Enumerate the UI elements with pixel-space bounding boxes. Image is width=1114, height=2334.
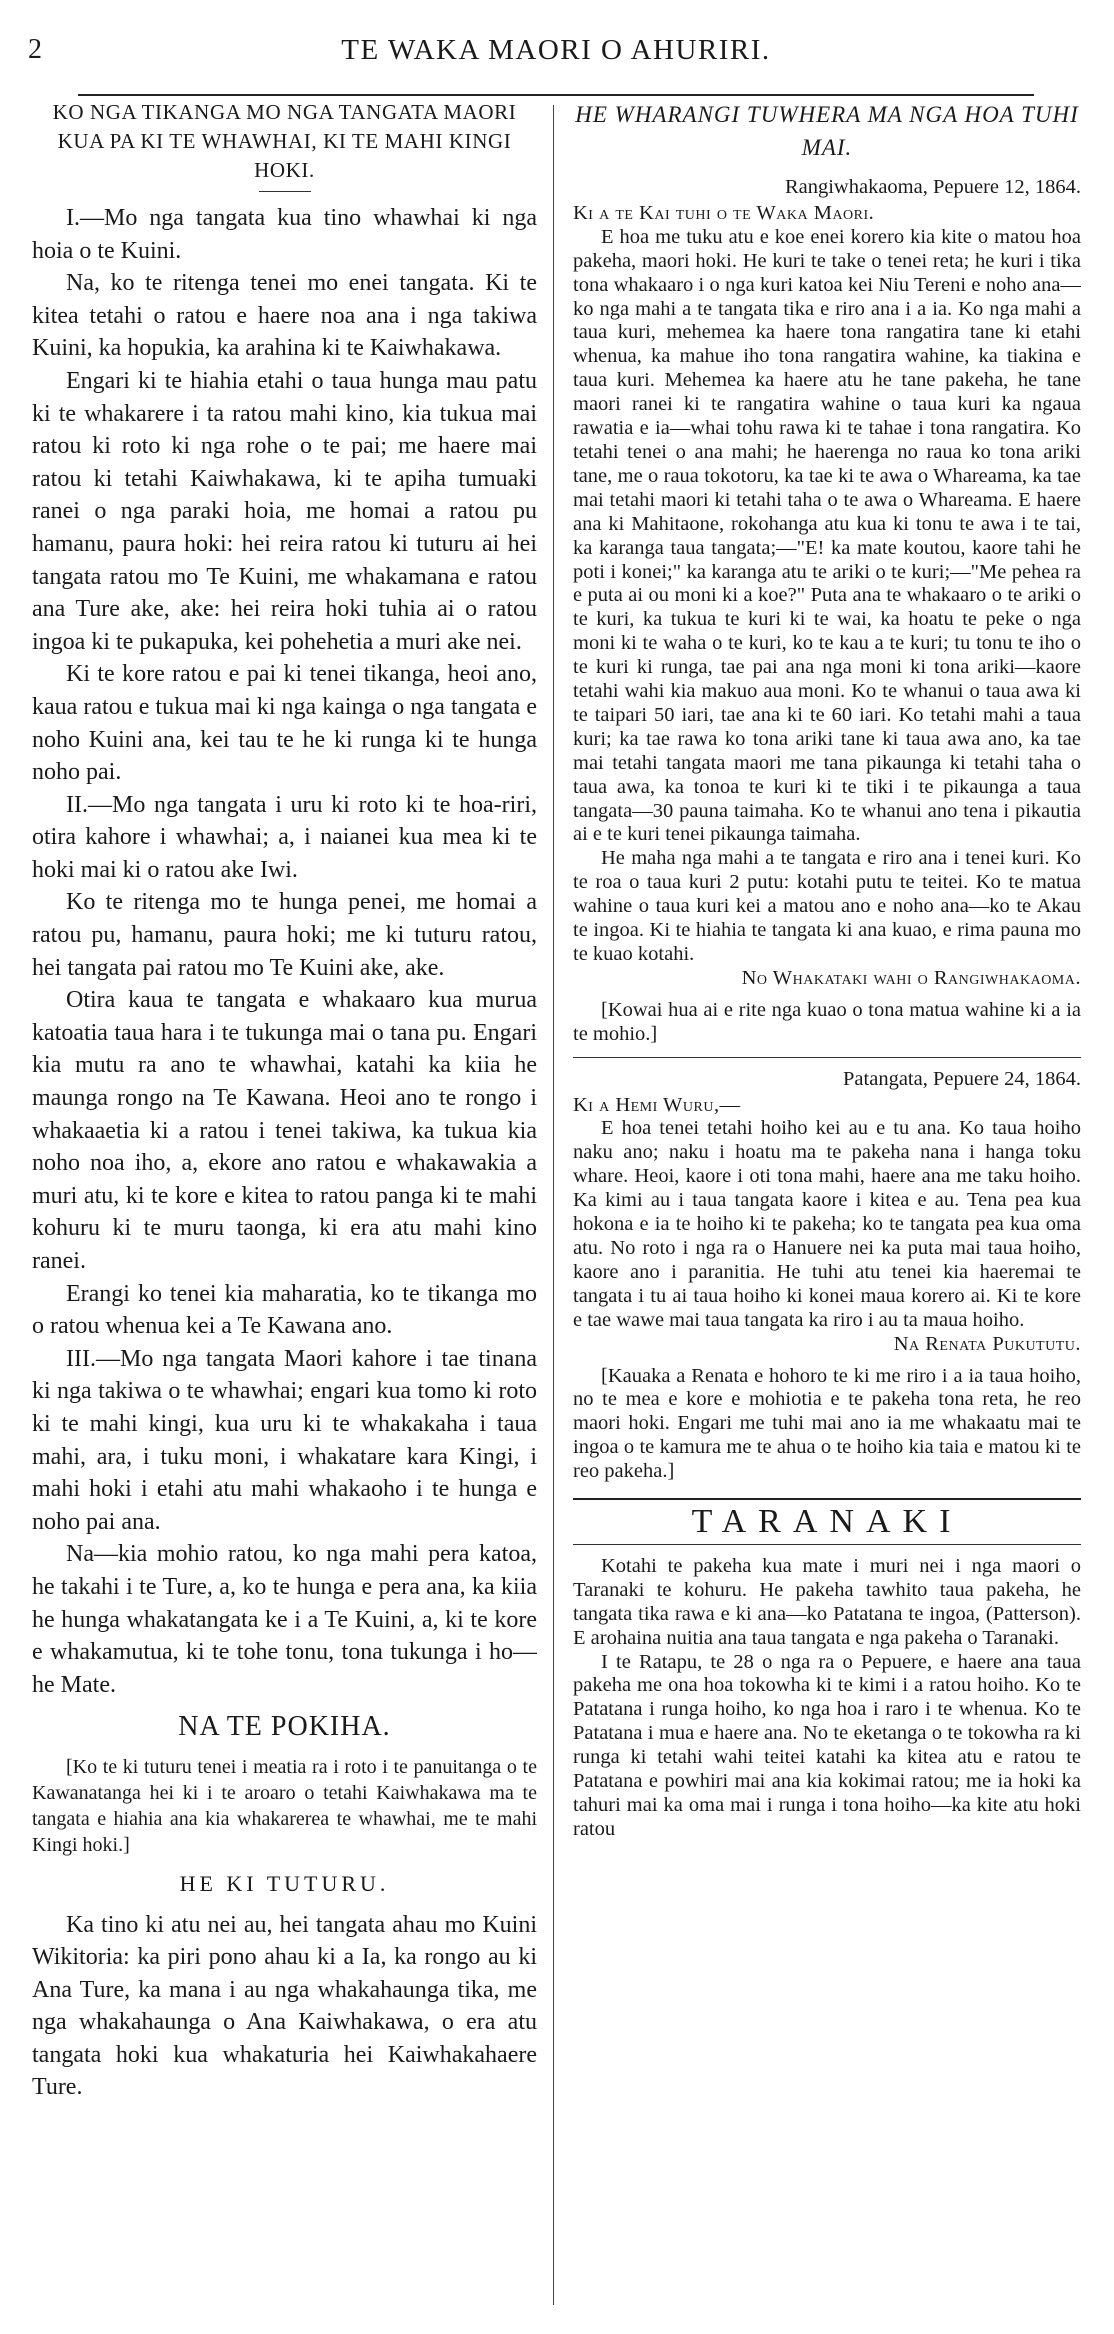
article-paragraph: Erangi ko tenei kia maharatia, ko te tikanga mo o ratou whenua kei a Te Kawana ano. [32, 1280, 537, 1340]
article-paragraph: Otira kaua te tangata e whakaaro kua murua katoatia taua hara i te tukunga mai o tana pu. Engari kia mutu ra ano te whawhai, katahi ka kiia he maunga rongo na Te Kawana. Heoi ano te rongo i whakaaetia ki a ratou i tenei takiwa, ka tukua kia noho noa iho, a, ekore ano ratou e whakawakia a muri atu, ki te kore e kitea to ratou panga ki te mahi kohuru ki te muru taonga, ki era atu mahi kino ranei. [32, 987, 537, 1274]
letter-signature: Na Renata Pukututu. [893, 1332, 1081, 1355]
newspaper-title: TE WAKA MAORI O AHURIRI. [341, 34, 771, 66]
letter-divider [573, 1057, 1081, 1058]
right-column [573, 98, 1081, 2308]
editor-note: [Kowai hua ai e rite nga kuao o tona matua wahine ki a ia te mohio.] [573, 998, 1081, 1045]
section-rule [573, 1498, 1081, 1500]
article-paragraph: Engari ki te hiahia etahi o taua hunga mau patu ki te whakarere i ta ratou mahi kino, kia tukua mai ratou ki roto ki nga rohe o te pai; me haere mai ratou ki tetahi Kaiwhakawa, ki te apiha tumuaki ranei o nga paraki hoia, me homai a ratou pu hamanu, paura hoki: hei reira ratou ki tuturu ai hei tangata ratou mo Te Kuini, me whakamana e ratou ana Ture ake, ake: hei reira hoki tuhia ai o ratou ingoa ki te pukapuka, kei pohehetia a muri ake nei. [32, 367, 537, 655]
article-paragraph: Na—kia mohio ratou, ko nga mahi pera katoa, he takahi i te Ture, a, ko te hunga e pera ana, ka kiia he hunga whakatangata ke i a Te Kuini, a, ki te kore e whakamutua, ki te tohe tonu, tona tukunga i ho—he Mate. [32, 1541, 537, 1698]
letter-dateline: Rangiwhakaoma, Pepuere 12, 1864. [784, 176, 1081, 198]
article-paragraph: Na, ko te ritenga tenei mo enei tangata. Ki te kitea tetahi o ratou e haere noa ana i nga takiwa Kuini, ka hopukia, ka arahina ki te Kaiwhakawa. [32, 270, 537, 362]
page-number: 2 [28, 34, 42, 65]
left-column [32, 98, 537, 2308]
oath-heading: HE KI TUTURU. [179, 1870, 390, 1896]
letter-salutation: Ki a te Kai tuhi o te Waka Maori. [573, 201, 875, 224]
article-headline: KO NGA TIKANGA MO NGA TANGATA MAORI KUA PA KI TE WHAWHAI, KI TE MAHI KINGI HOKI. [52, 100, 517, 182]
section-title: NA TE POKIHA. [178, 1711, 391, 1743]
letter-signature: No Whakataki wahi o Rangiwhakaoma. [741, 966, 1081, 989]
letter-dateline: Patangata, Pepuere 24, 1864. [843, 1067, 1081, 1090]
masthead [28, 30, 1084, 80]
taranaki-heading: TARANAKI [691, 1503, 963, 1541]
headline-rule [259, 191, 311, 192]
article-paragraph: Ko te ritenga mo te hunga penei, me homai a ratou pu, hamanu, paura hoki; me ki tuturu ratou, hei tangata pai ratou mo Te Kuini ake, ake. [32, 889, 537, 981]
masthead-rule [78, 94, 1034, 96]
article-paragraph: III.—Mo nga tangata Maori kahore i tae tinana ki nga takiwa o te whawhai; engari kua tomo ki roto ki te mahi kingi, kua uru ki te whakakaha i taua mahi, ara, i tuku moni, i whakatare kara Kingi, i mahi hoki i etahi atu mahi whakaoho i te hunga e noho pai ana. [32, 1345, 537, 1535]
letter-paragraph: E hoa tenei tetahi hoiho kei au e tu ana. Ko taua hoiho naku ano; naku i hoatu ma te pakeha nana i hanga toku whare. Heoi, kaore i oti tona mahi, haere ana me taku hoiho. Ka kimi au i taua tangata kaore i kitea e au. Tena pea kua hokona e ia te hoiho ki te pakeha; ko te tangata pea kua oma atu. No roto i nga ra o Hanuere nei ka puta mai taua hoiho, kaore ano i paranitia. He tuhi atu tenei kia haeremai te tangata i tu ai taua hoiho ki konei maua korero ai. Ki te kore e tae wawe mai taua tangata ka riro i au ta maua hoiho. [573, 1117, 1081, 1331]
article-paragraph: II.—Mo nga tangata i uru ki roto ki te hoa-riri, otira kahore i whawhai; a, i naianei kua mea ki te hoki mai ki o ratou ake Iwi. [32, 791, 537, 883]
letter-paragraph: He maha nga mahi a te tangata e riro ana i tenei kuri. Ko te roa o taua kuri 2 putu: kotahi putu te teitei. Ko te matua wahine o taua kuri kei a matou ano e noho ana—ko te Akau te ingoa. Ki te hiahia te tangata ki ana kuao, e rima pauna mo te kuao kotahi. [573, 847, 1081, 965]
article-paragraph: Ki te kore ratou e pai ki tenei tikanga, heoi ano, kaua ratou e tukua mai ki nga kainga o nga tangata e noho Kuini ana, kei tau te he ki runga ki te hunga noho pai. [32, 661, 537, 786]
editor-note: [Ko te ki tuturu tenei i meatia ra i roto i te panuitanga o te Kawanatanga hei ki i te aroaro o tetahi Kaiwhakawa ma te tangata e hiahia ana kia whakarerea te whawhai, me te mahi Kingi hoki.] [32, 1755, 537, 1856]
column-divider [553, 105, 554, 2305]
correspondence-headline: HE WHARANGI TUWHERA MA NGA HOA TUHI MAI. [575, 102, 1079, 160]
letter-paragraph: E hoa me tuku atu e koe enei korero kia kite o matou hoa pakeha, maori hoki. He kuri te take o tenei reta; he kuri i tika tona whakaaro i o nga kuri katoa kei Niu Tereni e noho ana—ko nga mahi a te tangata tika e riro ana i a ia. Ko nga mahi a taua kuri, mehemea ka haere tona rangatira tane ki etahi whenua, ka mahue iho tona rangatira wahine, ka tiakina e taua kuri. Mehemea ka haere atu he tane pakeha, he tane maori ranei ki te rangatira wahine o taua kuri ka ngaua rawatia e ia—whai tohu rawa ki te tahae i tona rangatira. Ko tetahi tenei o ana mahi; he haerenga no raua ko tona ariki tane, me o raua tokotoru, ka tae ki te awa o Whareama, ka tae mai tetahi maori ki tetahi taha o te awa o Whareama. E haere ana ki Mahitaone, rokohanga atu kua ki tonu te awa i te tai, ka karanga taua tangata;—"E! ka mate koutou, kaore tahi he poti i konei;" ka karanga atu te ariki o te kuri;—"Me pehea ra e puta ai ou moni ki a koe?" Puta ana te whakaaro o te ariki o te kuri, ka tukua te kuri ki te wai, ka hoatu te peke o nga moni ki te waha o te kuri, ko te kau a te kuri; tu tonu te iho o te kuri ki runga, tae pai ana nga moni ki tona ariki—kaore tetahi wahi kia makuo aua moni. Ko te whanui o taua awa ki te taipari 50 iari, tae ana ki te 60 iari. Ko tetahi mahi a taua kuri; ka tae rawa ko tona ariki tane ki taua awa ano, ka tae mai tetahi tangata maori me tana pikaunga ki tetahi taha o taua awa, ka tonoa te kuri ki te tiki i te pikaunga a taua tangata—30 pauna taimaha. Ko te whanui ano tena i pikautia ai e te kuri tenei pikaunga taimaha. [573, 225, 1081, 846]
editor-note: [Kauaka a Renata e hohoro te ki me riro i a ia taua hoiho, no te mea e kore e mohiotia e te pakeha tona reta, he reo maori hoki. Engari me tuhi mai ano ia me whakaatu mai te ingoa o te kamura me te ahua o te hoiho kia taia e matou ki te reo pakeha.] [573, 1364, 1081, 1483]
article-paragraph: I.—Mo nga tangata kua tino whawhai ki nga hoia o te Kuini. [32, 205, 537, 264]
oath-paragraph: Ka tino ki atu nei au, hei tangata ahau mo Kuini Wikitoria: ka piri pono ahau ki a Ia, ka rongo au ki Ana Ture, ka mana i au nga whakahaunga tika, me nga whakahaunga o Ana Kaiwhakawa, o era atu tangata hoki kua whakaturia hei Kaiwhakahaere Ture. [32, 1911, 537, 2101]
news-paragraph: I te Ratapu, te 28 o nga ra o Pepuere, e haere ana taua pakeha me ona hoa tokowha ki te kimi i a ratou hoiho. Ko te Patatana i runga hoiho, ko nga hoa i raro i te whenua. Ko te Patatana i mua e haere ana. No te eketanga o te tokowha ra ki runga ki tetahi wahi teitei katahi ka kitea atu e ratou te Patatana e powhiri mai ana kia kokimai ratou; me ia hoki ka tahuri mai ka oma mai i runga i tona hoiho—ka kite atu hoki ratou [573, 1650, 1081, 1840]
heading-rule [573, 1544, 1081, 1545]
news-paragraph: Kotahi te pakeha kua mate i muri nei i nga maori o Taranaki te kohuru. He pakeha tawhito taua pakeha, he tangata tika rawa e ki ana—ko Patatana te ingoa, (Patterson). E arohaina nuitia ana taua tangata e nga pakeha o Taranaki. [573, 1554, 1081, 1649]
letter-salutation: Ki a Hemi Wuru,— [573, 1093, 741, 1116]
